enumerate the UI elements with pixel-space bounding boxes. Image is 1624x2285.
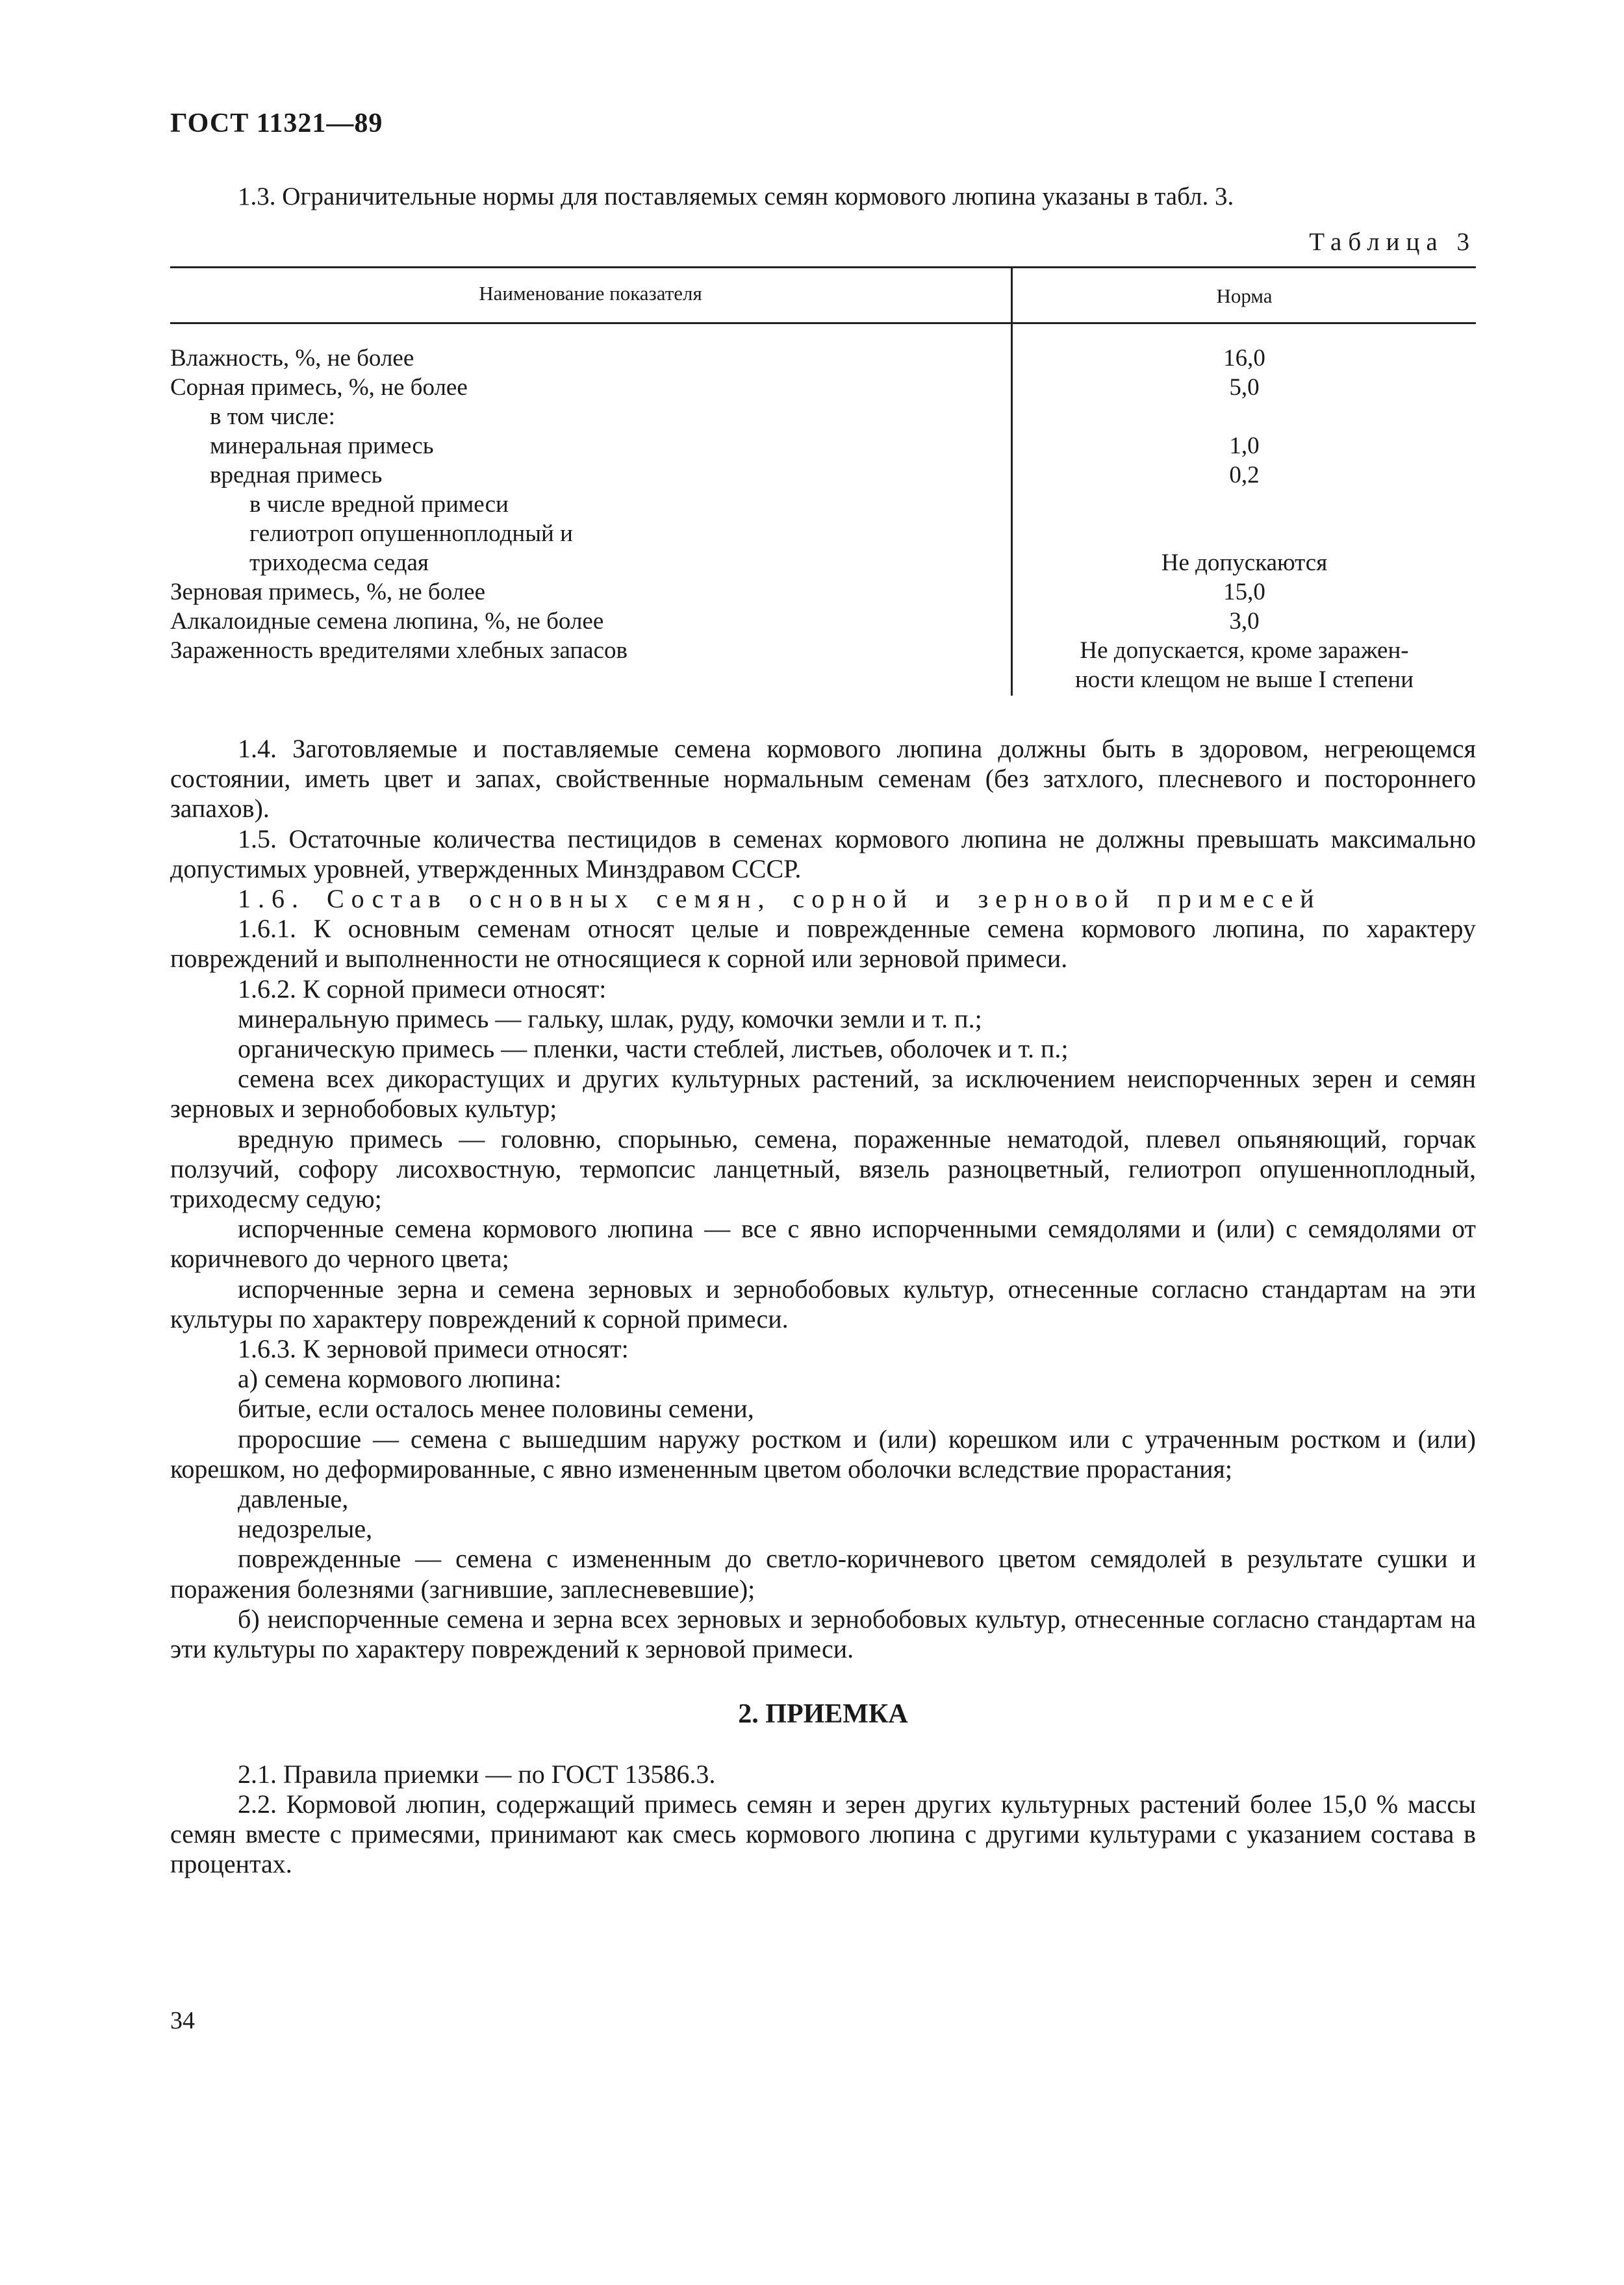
table-row-label: Зерновая примесь, %, не более: [170, 579, 486, 605]
paragraph: вредную примесь — головню, спорынью, семена, пораженные нематодой, плевел опьяняющий, горчак ползучий, софору лисохвостную, термопсис ланцетный, вязель разноцветный, гелиотроп опушенноплодный, триходесму седую;: [170, 1124, 1476, 1214]
table-row-value: 1,0: [1229, 433, 1260, 459]
paragraph: б) неиспорченные семена и зерна всех зерновых и зернобобовых культур, отнесенные согласно стандартам на эти культуры по характеру повреждений к зерновой примеси.: [170, 1604, 1476, 1664]
table-row-value: Не допускается, кроме заражен-: [1080, 637, 1409, 664]
paragraph: семена всех дикорастущих и других культурных растений, за исключением неиспорченных зерен и семян зерновых и зернобобовых культур;: [170, 1064, 1476, 1124]
paragraph: 1.6. Состав основных семян, сорной и зерновой примесей: [238, 884, 1321, 914]
table-caption: Таблица 3: [1309, 228, 1476, 256]
paragraph: 1.4. Заготовляемые и поставляемые семена кормового люпина должны быть в здоровом, негреющемся состоянии, иметь цвет и запах, свойственные нормальным семенам (без затхлого, плесневого и постороннего запахов).: [170, 734, 1476, 824]
paragraph: битые, если осталось менее половины семени,: [238, 1394, 754, 1424]
table-row-value: Не допускаются: [1161, 549, 1328, 576]
table-header-rule: [170, 322, 1476, 324]
paragraph: давленые,: [238, 1484, 349, 1514]
table-row-value: 5,0: [1229, 374, 1260, 401]
paragraph: 2.1. Правила приемки — по ГОСТ 13586.3.: [238, 1759, 716, 1789]
table-row-value: ности клещом не выше I степени: [1074, 666, 1414, 693]
table-row-label: вредная примесь: [210, 462, 383, 488]
table-row-label: гелиотроп опушенноплодный и: [249, 520, 573, 547]
paragraph: 1.5. Остаточные количества пестицидов в семенах кормового люпина не должны превышать максимально допустимых уровней, утвержденных Минздравом СССР.: [170, 824, 1476, 883]
paragraph: испорченные семена кормового люпина — все с явно испорченными семядолями и (или) с семядолями от коричневого до черного цвета;: [170, 1214, 1476, 1274]
table-top-rule: [170, 266, 1476, 268]
paragraph: 2.2. Кормовой люпин, содержащий примесь семян и зерен других культурных растений более 15,0 % массы семян вместе с примесями, принимают как смесь кормового люпина с другими культурами с указанием состава в процентах.: [170, 1789, 1476, 1879]
section-heading: 2. ПРИЕМКА: [738, 1699, 908, 1730]
table-row-label: Влажность, %, не более: [170, 345, 414, 372]
table-row-label: Алкалоидные семена люпина, %, не более: [170, 608, 604, 635]
table-row-label: в том числе:: [210, 403, 335, 430]
paragraph: недозрелые,: [238, 1514, 373, 1544]
paragraph: 1.6.2. К сорной примеси относят:: [238, 974, 607, 1004]
paragraph: органическую примесь — пленки, части стеблей, листьев, оболочек и т. п.;: [238, 1034, 1069, 1064]
table-header-name: Наименование показателя: [479, 282, 702, 305]
table-row-label: минеральная примесь: [210, 433, 434, 459]
paragraph: испорченные зерна и семена зерновых и зернобобовых культур, отнесенные согласно стандартам на эти культуры по характеру повреждений к сорной примеси.: [170, 1274, 1476, 1333]
page-number: 34: [170, 2007, 195, 2034]
table-row-label: Зараженность вредителями хлебных запасов: [170, 637, 628, 664]
table-row-value: 0,2: [1229, 462, 1260, 488]
body-text: [170, 734, 1476, 1879]
table-row-label: Сорная примесь, %, не более: [170, 374, 468, 401]
table-row-value: 16,0: [1223, 345, 1265, 372]
paragraph: поврежденные — семена с измененным до светло-коричневого цветом семядолей в результате сушки и поражения болезнями (загнившие, заплесневевшие);: [170, 1544, 1476, 1604]
paragraph: а) семена кормового люпина:: [238, 1364, 562, 1394]
paragraph: 1.6.3. К зерновой примеси относят:: [238, 1334, 629, 1364]
table-row-value: 15,0: [1223, 579, 1265, 605]
intro-paragraph: 1.3. Ограничительные нормы для поставляемых семян кормового люпина указаны в табл. 3.: [238, 183, 1234, 210]
table-row-label: в числе вредной примеси: [249, 491, 509, 518]
table-row-value: 3,0: [1229, 608, 1260, 635]
paragraph: минеральную примесь — гальку, шлак, руду, комочки земли и т. п.;: [238, 1004, 982, 1033]
table-header-norm: Норма: [1216, 284, 1273, 307]
paragraph: 1.6.1. К основным семенам относят целые и поврежденные семена кормового люпина, по характеру повреждений и выполненности не относящиеся к сорной или зерновой примеси.: [170, 914, 1476, 974]
document-header: ГОСТ 11321—89: [170, 108, 383, 138]
table-row-label: триходесма седая: [249, 549, 429, 576]
paragraph: проросшие — семена с вышедшим наружу ростком и (или) корешком или с утраченным ростком и (или) корешком, но деформированные, с явно измененным цветом оболочки вследствие прорастания;: [170, 1424, 1476, 1483]
